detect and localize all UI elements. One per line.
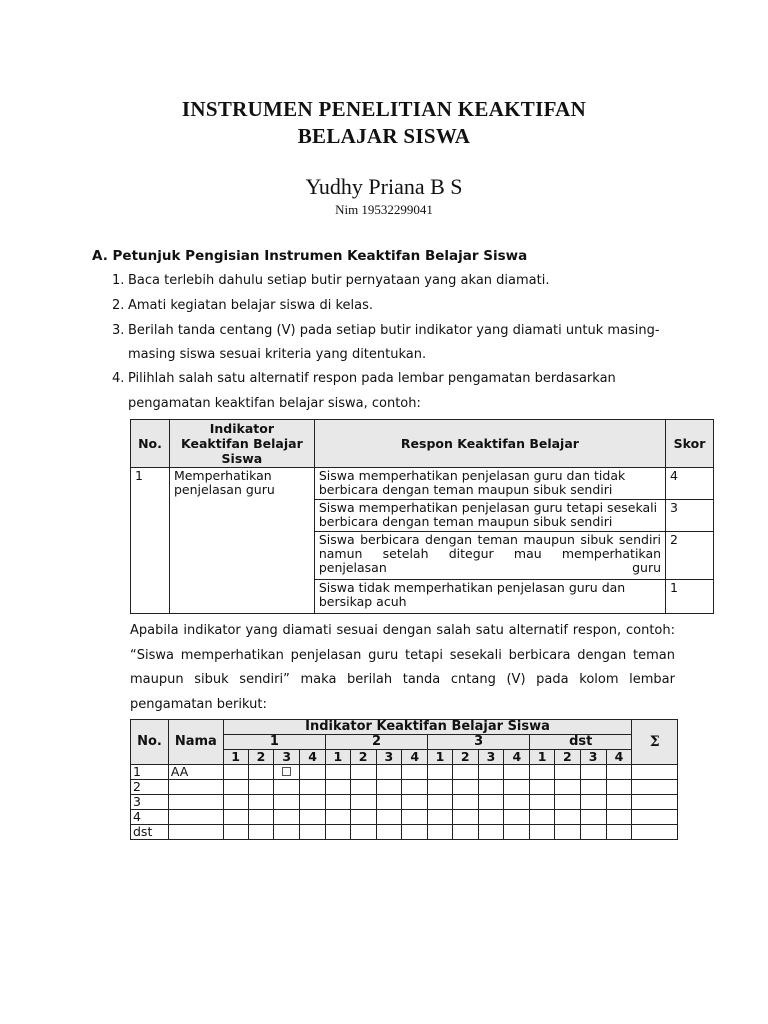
total-cell	[632, 825, 678, 840]
indicator-sub-header: 3	[376, 750, 402, 765]
score-cell[interactable]	[478, 825, 504, 840]
header-skor: Skor	[666, 420, 714, 468]
score-cell[interactable]	[274, 780, 300, 795]
checkbox-icon[interactable]	[282, 767, 291, 776]
score-cell[interactable]	[223, 825, 248, 840]
table-row	[131, 765, 678, 780]
indicator-group-header: 2	[325, 735, 427, 750]
score-cell[interactable]	[606, 765, 632, 780]
indicator-group-header: 1	[223, 735, 325, 750]
score-cell[interactable]	[554, 780, 580, 795]
score-cell[interactable]	[504, 825, 530, 840]
instruction-line: Amati kegiatan belajar siswa di kelas.	[128, 298, 374, 313]
score-cell[interactable]	[452, 765, 478, 780]
item-number: 3.	[112, 323, 125, 338]
score-cell[interactable]	[376, 810, 402, 825]
score-cell[interactable]	[325, 780, 350, 795]
score-cell[interactable]	[300, 780, 326, 795]
score-cell[interactable]	[325, 795, 350, 810]
instruction-line: Pilihlah salah satu alternatif respon pada lembar pengamatan berdasarkan	[128, 371, 616, 386]
score-cell[interactable]	[274, 825, 300, 840]
score-cell[interactable]	[376, 765, 402, 780]
score-cell[interactable]	[530, 780, 555, 795]
score-cell[interactable]	[402, 780, 428, 795]
table-row	[131, 825, 678, 840]
score-cell[interactable]	[530, 765, 555, 780]
student-name: AA	[168, 765, 223, 780]
row-number: 4	[131, 810, 169, 825]
header-indikator: Indikator Keaktifan Belajar Siswa	[169, 420, 314, 468]
header-sigma: Σ	[632, 720, 678, 765]
row-number: 1	[131, 765, 169, 780]
score-cell[interactable]	[402, 810, 428, 825]
header-indikator: Indikator Keaktifan Belajar Siswa	[223, 720, 632, 735]
score-cell[interactable]	[223, 765, 248, 780]
response-score: 3	[666, 500, 714, 532]
row-number: 3	[131, 795, 169, 810]
student-name	[168, 810, 223, 825]
indicator-sub-header: 4	[300, 750, 326, 765]
score-cell[interactable]	[350, 810, 376, 825]
student-name	[168, 825, 223, 840]
score-cell[interactable]	[554, 765, 580, 780]
score-cell[interactable]	[325, 810, 350, 825]
score-cell[interactable]	[274, 810, 300, 825]
score-cell[interactable]	[248, 810, 274, 825]
score-cell[interactable]	[606, 780, 632, 795]
response-text: Siswa tidak memperhatikan penjelasan guru dan bersikap acuh	[314, 580, 665, 614]
table-row	[131, 780, 678, 795]
score-cell[interactable]	[554, 795, 580, 810]
response-score: 4	[666, 468, 714, 500]
indicator-sub-header: 4	[402, 750, 428, 765]
indicator-sub-header: 2	[248, 750, 274, 765]
score-cell[interactable]	[478, 780, 504, 795]
score-cell[interactable]	[402, 795, 428, 810]
item-number: 1.	[112, 273, 125, 288]
score-cell[interactable]	[504, 765, 530, 780]
response-score: 2	[666, 532, 714, 580]
observation-table	[130, 719, 678, 840]
indicator-sub-header: 3	[580, 750, 606, 765]
instruction-paragraph: Apabila indikator yang diamati sesuai dengan salah satu alternatif respon, contoh: “Siswa memperhatikan penjelasan guru tetapi sesekali berbicara dengan teman maupun sibuk sendiri” maka berilah tanda cntang (V) pada kolom lembar pengamatan berikut:	[130, 623, 675, 712]
score-cell[interactable]	[223, 795, 248, 810]
score-cell[interactable]	[530, 825, 555, 840]
score-cell[interactable]	[478, 810, 504, 825]
total-cell	[632, 810, 678, 825]
score-cell[interactable]	[402, 825, 428, 840]
student-name	[168, 780, 223, 795]
indicator-sub-header: 4	[606, 750, 632, 765]
indicator-sub-header: 1	[530, 750, 555, 765]
indicator-sub-header: 2	[452, 750, 478, 765]
score-cell[interactable]	[580, 795, 606, 810]
score-cell[interactable]	[428, 765, 453, 780]
rubric-table	[130, 419, 714, 614]
score-cell[interactable]	[554, 810, 580, 825]
score-cell[interactable]	[580, 780, 606, 795]
score-cell[interactable]	[248, 780, 274, 795]
response-text: Siswa memperhatikan penjelasan guru dan tidak berbicara dengan teman maupun sibuk sendiri	[314, 468, 665, 500]
score-cell[interactable]	[300, 810, 326, 825]
author-name: Yudhy Priana B S	[305, 174, 463, 199]
section-a-heading: A. Petunjuk Pengisian Instrumen Keaktifan Belajar Siswa	[92, 248, 528, 264]
document-title-line2: BELAJAR SISWA	[297, 124, 471, 148]
score-cell[interactable]	[300, 765, 326, 780]
score-cell[interactable]	[606, 825, 632, 840]
instruction-line: Berilah tanda centang (V) pada setiap butir indikator yang diamati untuk masing-	[128, 323, 660, 338]
item-number: 4.	[112, 371, 125, 386]
score-cell[interactable]	[402, 765, 428, 780]
student-id: Nim 19532299041	[335, 202, 433, 217]
score-cell[interactable]	[248, 765, 274, 780]
indicator-group-header: dst	[530, 735, 632, 750]
header-no: No.	[131, 420, 170, 468]
table-row	[131, 795, 678, 810]
score-cell[interactable]	[428, 780, 453, 795]
score-cell[interactable]	[504, 810, 530, 825]
row-number: 2	[131, 780, 169, 795]
score-cell[interactable]	[478, 795, 504, 810]
score-cell[interactable]	[452, 780, 478, 795]
table-row	[131, 810, 678, 825]
score-cell[interactable]	[376, 795, 402, 810]
instruction-line: Baca terlebih dahulu setiap butir pernyataan yang akan diamati.	[128, 273, 550, 288]
score-cell[interactable]	[274, 795, 300, 810]
item-number: 2.	[112, 298, 125, 313]
score-cell[interactable]	[606, 795, 632, 810]
header-nama: Nama	[168, 720, 223, 765]
score-cell[interactable]	[376, 825, 402, 840]
score-cell[interactable]	[478, 765, 504, 780]
instruction-line: masing siswa sesuai kriteria yang ditentukan.	[128, 347, 427, 362]
instruction-line: pengamatan keaktifan belajar siswa, contoh:	[128, 396, 421, 411]
indicator-group-header: 3	[428, 735, 530, 750]
response-text: Siswa berbicara dengan teman maupun sibuk sendiri namun setelah ditegur mau memperhatikan penjelasan guru	[314, 532, 665, 580]
total-cell	[632, 765, 678, 780]
indicator-sub-header: 2	[350, 750, 376, 765]
total-cell	[632, 795, 678, 810]
score-cell[interactable]	[530, 795, 555, 810]
response-text: Siswa memperhatikan penjelasan guru tetapi sesekali berbicara dengan teman maupun sibuk sendiri	[314, 500, 665, 532]
score-cell[interactable]	[580, 825, 606, 840]
indicator-sub-header: 1	[428, 750, 453, 765]
score-cell[interactable]	[325, 825, 350, 840]
score-cell[interactable]	[428, 795, 453, 810]
score-cell[interactable]	[248, 825, 274, 840]
indicator-sub-header: 3	[274, 750, 300, 765]
header-respon: Respon Keaktifan Belajar	[314, 420, 665, 468]
header-no: No.	[131, 720, 169, 765]
indikator-cell: Memperhatikan penjelasan guru	[169, 468, 314, 614]
score-cell[interactable]	[350, 780, 376, 795]
score-cell[interactable]	[452, 825, 478, 840]
indicator-sub-header: 2	[554, 750, 580, 765]
response-score: 1	[666, 580, 714, 614]
score-cell[interactable]	[504, 780, 530, 795]
score-cell[interactable]	[350, 765, 376, 780]
indicator-sub-header: 3	[478, 750, 504, 765]
row-number: 1	[131, 468, 170, 614]
score-cell[interactable]	[504, 795, 530, 810]
student-name	[168, 795, 223, 810]
score-cell[interactable]	[580, 810, 606, 825]
score-cell[interactable]	[350, 825, 376, 840]
score-cell[interactable]	[223, 780, 248, 795]
score-cell[interactable]	[452, 795, 478, 810]
score-cell[interactable]	[325, 765, 350, 780]
score-cell[interactable]	[554, 825, 580, 840]
indicator-sub-header: 1	[223, 750, 248, 765]
score-cell[interactable]	[606, 810, 632, 825]
score-cell[interactable]	[248, 795, 274, 810]
indicator-sub-header: 1	[325, 750, 350, 765]
document-title-line1: INSTRUMEN PENELITIAN KEAKTIFAN	[181, 97, 587, 121]
score-cell[interactable]	[300, 795, 326, 810]
score-cell[interactable]	[223, 810, 248, 825]
score-cell[interactable]	[428, 810, 453, 825]
row-number: dst	[131, 825, 169, 840]
score-cell[interactable]	[452, 810, 478, 825]
total-cell	[632, 780, 678, 795]
score-cell[interactable]	[530, 810, 555, 825]
score-cell[interactable]	[350, 795, 376, 810]
score-cell[interactable]	[376, 780, 402, 795]
score-cell[interactable]	[300, 825, 326, 840]
score-cell[interactable]	[428, 825, 453, 840]
indicator-sub-header: 4	[504, 750, 530, 765]
score-cell[interactable]	[274, 765, 300, 780]
score-cell[interactable]	[580, 765, 606, 780]
